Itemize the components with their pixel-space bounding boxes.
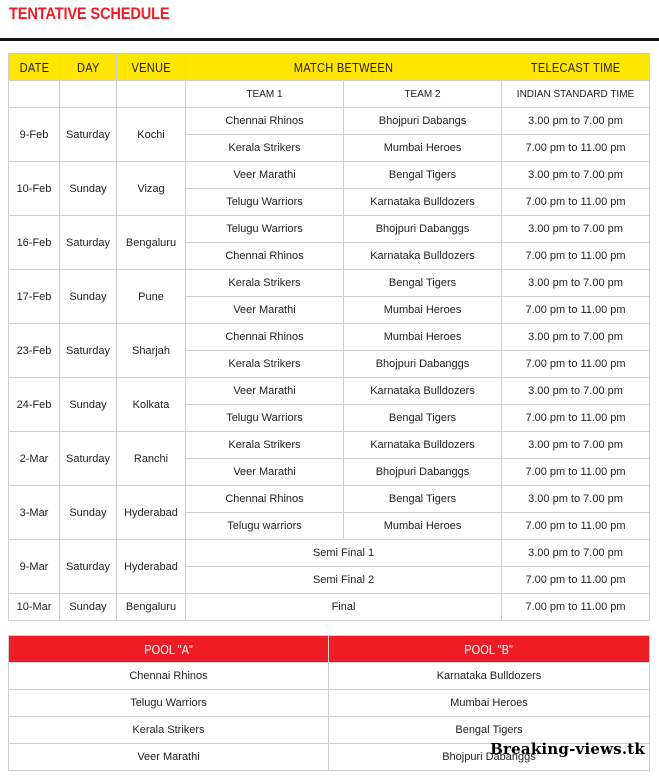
pool-b-team: Mumbai Heroes — [329, 690, 650, 717]
schedule-row — [9, 324, 650, 351]
team1-cell: Telugu Warriors — [186, 216, 344, 243]
day-cell: Saturday — [60, 108, 117, 162]
telecast-time-cell: 7.00 pm to 11.00 pm — [502, 351, 650, 378]
day-cell: Sunday — [60, 594, 117, 621]
team1-cell: Veer Marathi — [186, 162, 344, 189]
team1-cell: Chennai Rhinos — [186, 108, 344, 135]
team1-cell: Kerala Strikers — [186, 432, 344, 459]
schedule-row — [9, 432, 650, 459]
team1-cell: Telugu warriors — [186, 513, 344, 540]
telecast-time-cell: 7.00 pm to 11.00 pm — [502, 405, 650, 432]
team1-cell: Veer Marathi — [186, 378, 344, 405]
team2-cell: Karnataka Bulldozers — [344, 189, 502, 216]
team2-cell: Karnataka Bulldozers — [344, 432, 502, 459]
venue-cell: Kochi — [117, 108, 186, 162]
pool-row — [9, 690, 650, 717]
telecast-time-cell: 7.00 pm to 11.00 pm — [502, 243, 650, 270]
pool-b-team: Karnataka Bulldozers — [329, 663, 650, 690]
telecast-time-cell: 3.00 pm to 7.00 pm — [502, 378, 650, 405]
team2-cell: Bhojpuri Dabanggs — [344, 459, 502, 486]
date-cell: 16-Feb — [9, 216, 60, 270]
venue-cell: Sharjah — [117, 324, 186, 378]
subheader-blank — [117, 81, 186, 108]
match-label-cell: Semi Final 1 — [186, 540, 502, 567]
telecast-time-cell: 3.00 pm to 7.00 pm — [502, 216, 650, 243]
subheader-blank — [9, 81, 60, 108]
telecast-time-cell: 7.00 pm to 11.00 pm — [502, 459, 650, 486]
pool-a-team: Kerala Strikers — [9, 717, 329, 744]
header-venue: VENUE — [117, 54, 186, 81]
team2-cell: Bengal Tigers — [344, 486, 502, 513]
pool-header-row — [9, 636, 650, 663]
venue-cell: Hyderabad — [117, 486, 186, 540]
subheader-team1: TEAM 1 — [186, 81, 344, 108]
team2-cell: Mumbai Heroes — [344, 513, 502, 540]
watermark: Breaking-views.tk — [490, 740, 645, 758]
team1-cell: Chennai Rhinos — [186, 243, 344, 270]
header-day: DAY — [60, 54, 117, 81]
telecast-time-cell: 3.00 pm to 7.00 pm — [502, 540, 650, 567]
date-cell: 3-Mar — [9, 486, 60, 540]
team1-cell: Veer Marathi — [186, 297, 344, 324]
schedule-subheader-row — [9, 81, 650, 108]
date-cell: 10-Mar — [9, 594, 60, 621]
date-cell: 23-Feb — [9, 324, 60, 378]
telecast-time-cell: 7.00 pm to 11.00 pm — [502, 513, 650, 540]
match-label-cell: Semi Final 2 — [186, 567, 502, 594]
team1-cell: Telugu Warriors — [186, 405, 344, 432]
schedule-row — [9, 540, 650, 567]
schedule-row — [9, 162, 650, 189]
header-telecast-time: TELECAST TIME — [502, 54, 650, 81]
telecast-time-cell: 7.00 pm to 11.00 pm — [502, 189, 650, 216]
day-cell: Saturday — [60, 540, 117, 594]
team2-cell: Bhojpuri Dabanggs — [344, 216, 502, 243]
telecast-time-cell: 3.00 pm to 7.00 pm — [502, 270, 650, 297]
date-cell: 9-Mar — [9, 540, 60, 594]
venue-cell: Pune — [117, 270, 186, 324]
venue-cell: Hyderabad — [117, 540, 186, 594]
schedule-row — [9, 486, 650, 513]
schedule-row — [9, 270, 650, 297]
team1-cell: Kerala Strikers — [186, 135, 344, 162]
team1-cell: Chennai Rhinos — [186, 324, 344, 351]
day-cell: Sunday — [60, 486, 117, 540]
schedule-row — [9, 108, 650, 135]
pool-a-team: Veer Marathi — [9, 744, 329, 771]
date-cell: 10-Feb — [9, 162, 60, 216]
team1-cell: Kerala Strikers — [186, 270, 344, 297]
team2-cell: Mumbai Heroes — [344, 135, 502, 162]
team2-cell: Bhojpuri Dabanggs — [344, 351, 502, 378]
telecast-time-cell: 7.00 pm to 11.00 pm — [502, 594, 650, 621]
team1-cell: Kerala Strikers — [186, 351, 344, 378]
day-cell: Saturday — [60, 216, 117, 270]
telecast-time-cell: 3.00 pm to 7.00 pm — [502, 162, 650, 189]
day-cell: Sunday — [60, 378, 117, 432]
telecast-time-cell: 3.00 pm to 7.00 pm — [502, 324, 650, 351]
venue-cell: Ranchi — [117, 432, 186, 486]
telecast-time-cell: 7.00 pm to 11.00 pm — [502, 567, 650, 594]
day-cell: Saturday — [60, 432, 117, 486]
subheader-ist: INDIAN STANDARD TIME — [502, 81, 650, 108]
schedule-row — [9, 378, 650, 405]
telecast-time-cell: 3.00 pm to 7.00 pm — [502, 432, 650, 459]
team2-cell: Bengal Tigers — [344, 270, 502, 297]
day-cell: Sunday — [60, 162, 117, 216]
venue-cell: Bengaluru — [117, 216, 186, 270]
date-cell: 17-Feb — [9, 270, 60, 324]
pool-b-team: Bhojpuri Dabanggs — [329, 744, 650, 771]
title-divider — [0, 38, 659, 41]
team2-cell: Mumbai Heroes — [344, 324, 502, 351]
team2-cell: Karnataka Bulldozers — [344, 243, 502, 270]
day-cell: Sunday — [60, 270, 117, 324]
subheader-team2: TEAM 2 — [344, 81, 502, 108]
venue-cell: Kolkata — [117, 378, 186, 432]
venue-cell: Bengaluru — [117, 594, 186, 621]
header-match-between: MATCH BETWEEN — [186, 54, 502, 81]
telecast-time-cell: 3.00 pm to 7.00 pm — [502, 486, 650, 513]
schedule-header-row — [9, 54, 650, 81]
date-cell: 24-Feb — [9, 378, 60, 432]
team2-cell: Karnataka Bulldozers — [344, 378, 502, 405]
schedule-row — [9, 594, 650, 621]
pool-a-team: Telugu Warriors — [9, 690, 329, 717]
telecast-time-cell: 7.00 pm to 11.00 pm — [502, 135, 650, 162]
schedule-table — [8, 53, 650, 621]
team2-cell: Bhojpuri Dabangs — [344, 108, 502, 135]
team2-cell: Bengal Tigers — [344, 162, 502, 189]
date-cell: 9-Feb — [9, 108, 60, 162]
subheader-blank — [60, 81, 117, 108]
header-pool-a: POOL "A" — [9, 636, 329, 663]
telecast-time-cell: 7.00 pm to 11.00 pm — [502, 297, 650, 324]
team2-cell: Mumbai Heroes — [344, 297, 502, 324]
team2-cell: Bengal Tigers — [344, 405, 502, 432]
pool-a-team: Chennai Rhinos — [9, 663, 329, 690]
telecast-time-cell: 3.00 pm to 7.00 pm — [502, 108, 650, 135]
day-cell: Saturday — [60, 324, 117, 378]
page-title: TENTATIVE SCHEDULE — [9, 4, 170, 23]
venue-cell: Vizag — [117, 162, 186, 216]
team1-cell: Veer Marathi — [186, 459, 344, 486]
team1-cell: Chennai Rhinos — [186, 486, 344, 513]
pool-row — [9, 663, 650, 690]
header-pool-b: POOL "B" — [329, 636, 650, 663]
date-cell: 2-Mar — [9, 432, 60, 486]
match-label-cell: Final — [186, 594, 502, 621]
header-date: DATE — [9, 54, 60, 81]
schedule-row — [9, 216, 650, 243]
team1-cell: Telugu Warriors — [186, 189, 344, 216]
pool-b-team: Bengal Tigers — [329, 717, 650, 744]
